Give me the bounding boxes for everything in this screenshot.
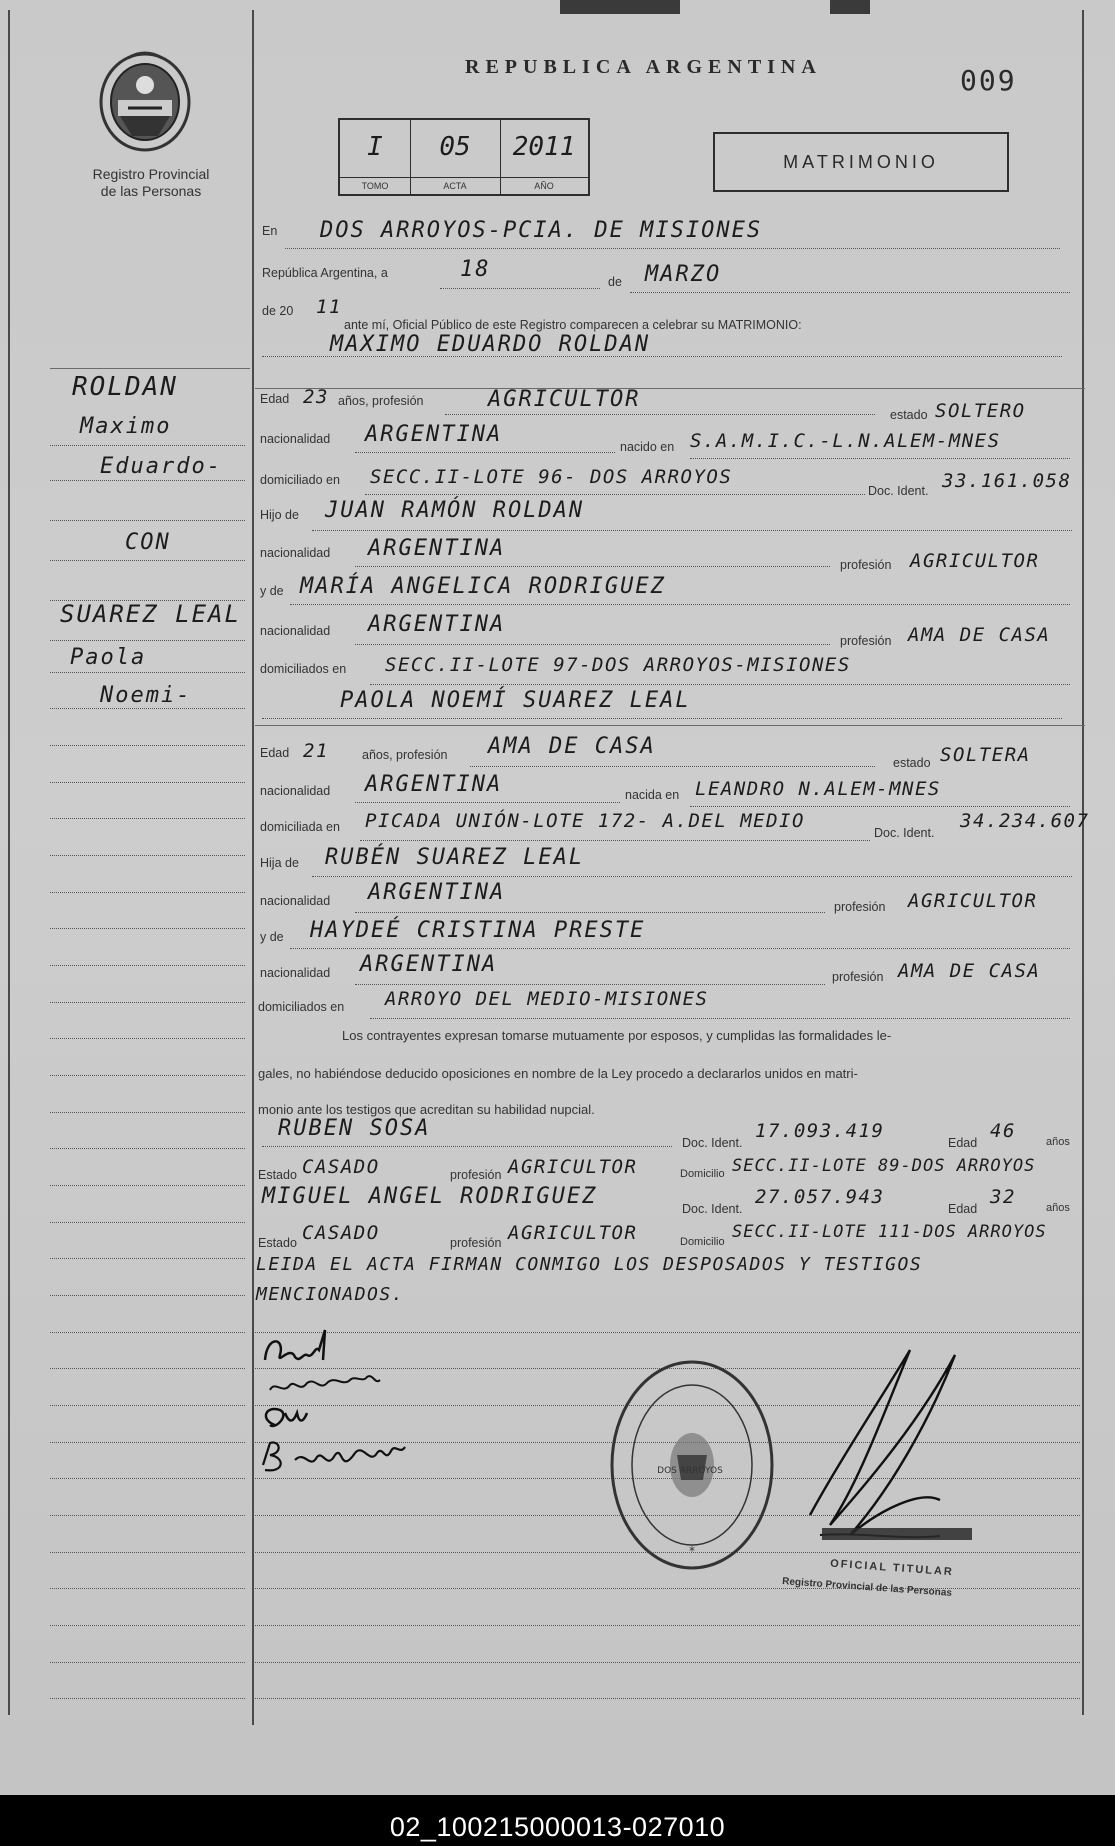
organization-name <box>62 166 240 200</box>
anos-label: años <box>1046 1202 1070 1214</box>
right-border <box>1082 10 1084 1715</box>
line <box>290 948 1070 949</box>
y-de-label: y de <box>260 584 284 598</box>
act-type-box: MATRIMONIO <box>713 132 1009 192</box>
groom-name-field: MAXIMO EDUARDO ROLDAN <box>330 332 651 357</box>
file-id: 02_100215000013-027010 <box>389 1812 726 1842</box>
line <box>355 452 615 453</box>
domiciliados-label: domiciliados en <box>260 662 347 676</box>
domiciliados-label: domiciliados en <box>258 1000 345 1014</box>
org-line2: de las Personas <box>100 183 202 199</box>
line <box>440 288 600 289</box>
bride-father-field: RUBÉN SUAREZ LEAL <box>325 845 585 870</box>
svg-text:DOS ARROYOS: DOS ARROYOS <box>657 1466 723 1476</box>
doc-label: Doc. Ident. <box>874 826 935 840</box>
witness-age: 46 <box>990 1120 1016 1142</box>
ano-cell <box>500 120 588 194</box>
nacionalidad-label: nacionalidad <box>260 784 331 798</box>
de-20-label: de 20 <box>262 304 294 318</box>
bride-address-field: PICADA UNIÓN-LOTE 172- A.DEL MEDIO <box>365 810 805 832</box>
declaration-line: monio ante los testigos que acreditan su habilidad nupcial. <box>258 1102 595 1117</box>
line <box>690 458 1070 459</box>
witness-name: RUBEN SOSA <box>278 1116 431 1141</box>
official-signature <box>780 1340 1030 1550</box>
svg-text:*: * <box>689 1544 695 1558</box>
groom-profession-field: AGRICULTOR <box>488 387 641 412</box>
tomo-value: I <box>367 132 383 162</box>
record-box <box>338 118 590 196</box>
tomo-label: TOMO <box>340 177 410 194</box>
line <box>290 604 1070 605</box>
de-label: de <box>608 275 622 289</box>
bride-birthplace-field: LEANDRO N.ALEM-MNES <box>695 778 941 800</box>
witness-doc: 27.057.943 <box>755 1186 885 1208</box>
line <box>355 984 825 985</box>
nacionalidad-label: nacionalidad <box>260 432 331 446</box>
edad-label: Edad <box>948 1202 978 1216</box>
profesion-label: años, profesión <box>338 394 424 408</box>
witness-profession: AGRICULTOR <box>508 1156 638 1178</box>
groom-father-field: JUAN RAMÓN ROLDAN <box>325 498 585 523</box>
doc-label: Doc. Ident. <box>868 484 929 498</box>
margin-note-line: Eduardo- <box>100 454 222 479</box>
anos-label: años <box>1046 1136 1070 1148</box>
domicilio-label: Domicilio <box>680 1168 725 1180</box>
margin-note-line: Paola <box>70 645 147 670</box>
line <box>445 414 875 415</box>
groom-address-field: SECC.II-LOTE 96- DOS ARROYOS <box>370 466 733 488</box>
line <box>262 718 1062 719</box>
line <box>262 1146 672 1147</box>
hijo-de-label: Hijo de <box>260 508 299 522</box>
line <box>365 494 865 495</box>
groom-father-profession-field: AGRICULTOR <box>910 550 1040 572</box>
profesion-label: profesión <box>450 1236 502 1250</box>
groom-mother-profession-field: AMA DE CASA <box>908 624 1051 646</box>
nacionalidad-label: nacionalidad <box>260 894 331 908</box>
line <box>370 1018 1070 1019</box>
domiciliado-label: domiciliado en <box>260 473 340 487</box>
declaration-line: Los contrayentes expresan tomarse mutuamente por esposos, y cumplidas las formalidades le- <box>342 1028 892 1043</box>
witness-status: CASADO <box>302 1222 380 1244</box>
en-label: En <box>262 224 278 238</box>
line <box>355 912 825 913</box>
doc-label: Doc. Ident. <box>682 1136 743 1150</box>
bride-nationality-field: ARGENTINA <box>365 772 503 797</box>
margin-rule <box>50 368 250 369</box>
groom-nationality-field: ARGENTINA <box>365 422 503 447</box>
folio-number: 009 <box>960 64 1017 97</box>
nacionalidad-label: nacionalidad <box>260 966 331 980</box>
stamp-line1: OFICIAL TITULAR <box>829 1557 955 1579</box>
ano-label: AÑO <box>500 177 588 194</box>
section-rule <box>255 388 1085 389</box>
signature-4 <box>263 1443 405 1471</box>
estado-label: estado <box>893 756 931 770</box>
bride-mother-profession-field: AMA DE CASA <box>898 960 1041 982</box>
witness-address: SECC.II-LOTE 89-DOS ARROYOS <box>732 1156 1036 1176</box>
profesion-label: profesión <box>840 558 892 572</box>
groom-status-field: SOLTERO <box>935 400 1026 422</box>
bride-name-field: PAOLA NOEMÍ SUAREZ LEAL <box>340 688 691 713</box>
section-rule <box>255 725 1085 726</box>
nacida-label: nacida en <box>625 788 680 802</box>
acta-value: 05 <box>439 132 471 162</box>
groom-birthplace-field: S.A.M.I.C.-L.N.ALEM-MNES <box>690 430 1001 452</box>
closing-note-line: LEIDA EL ACTA FIRMAN CONMIGO LOS DESPOSADOS Y TESTIGOS <box>256 1254 923 1275</box>
scan-edge <box>560 0 680 14</box>
profesion-label: profesión <box>834 900 886 914</box>
bride-status-field: SOLTERA <box>940 744 1031 766</box>
witness-profession: AGRICULTOR <box>508 1222 638 1244</box>
signatures-block <box>255 1325 445 1495</box>
acta-cell <box>410 120 501 194</box>
line <box>312 876 1072 877</box>
witness-address: SECC.II-LOTE 111-DOS ARROYOS <box>732 1222 1047 1242</box>
country-title: REPUBLICA ARGENTINA <box>465 56 822 78</box>
republica-label: República Argentina, a <box>262 266 388 280</box>
bride-parents-address-field: ARROYO DEL MEDIO-MISIONES <box>385 988 709 1010</box>
nacionalidad-label: nacionalidad <box>260 624 331 638</box>
y-de-label: y de <box>260 930 284 944</box>
witness-doc: 17.093.419 <box>755 1120 885 1142</box>
estado-label: Estado <box>258 1236 297 1250</box>
estado-label: estado <box>890 408 928 422</box>
groom-doc-field: 33.161.058 <box>942 470 1072 492</box>
place-field: DOS ARROYOS-PCIA. DE MISIONES <box>320 218 763 243</box>
acta-label: ACTA <box>410 177 500 194</box>
groom-parents-address-field: SECC.II-LOTE 97-DOS ARROYOS-MISIONES <box>385 654 851 676</box>
line <box>355 802 620 803</box>
domicilio-label: Domicilio <box>680 1236 725 1248</box>
signature-1 <box>265 1330 325 1360</box>
edad-label: Edad <box>260 746 290 760</box>
nacido-label: nacido en <box>620 440 675 454</box>
line <box>690 806 1070 807</box>
ano-value: 2011 <box>512 132 576 162</box>
domiciliada-label: domiciliada en <box>260 820 340 834</box>
scan-edge <box>830 0 870 14</box>
month-field: MARZO <box>645 262 722 287</box>
groom-mother-field: MARÍA ANGELICA RODRIGUEZ <box>300 574 666 599</box>
bride-mother-nationality-field: ARGENTINA <box>360 952 498 977</box>
day-field: 18 <box>460 257 491 282</box>
margin-note-line: SUAREZ LEAL <box>60 600 241 628</box>
doc-label: Doc. Ident. <box>682 1202 743 1216</box>
margin-note-line: CON <box>125 530 171 555</box>
org-line1: Registro Provincial <box>92 166 210 182</box>
profesion-label: profesión <box>840 634 892 648</box>
line <box>355 566 830 567</box>
line <box>630 292 1070 293</box>
witness-status: CASADO <box>302 1156 380 1178</box>
edad-label: Edad <box>260 392 290 406</box>
witness-age: 32 <box>990 1186 1016 1208</box>
closing-note-line: MENCIONADOS. <box>256 1284 405 1305</box>
margin-note-line: Maximo <box>80 414 172 439</box>
profesion-label: años, profesión <box>362 748 448 762</box>
bride-profession-field: AMA DE CASA <box>488 734 656 759</box>
groom-age-field: 23 <box>303 386 329 408</box>
stamp-line2: Registro Provincial de las Personas <box>781 1576 953 1599</box>
line <box>360 840 870 841</box>
year-field: 11 <box>316 296 342 318</box>
seal-place-text <box>640 1455 740 1485</box>
bride-doc-field: 34.234.607 <box>960 810 1090 832</box>
tomo-cell <box>340 120 411 194</box>
left-border <box>8 10 10 1715</box>
bride-father-profession-field: AGRICULTOR <box>908 890 1038 912</box>
margin-note-line: ROLDAN <box>72 372 178 402</box>
line <box>312 530 1072 531</box>
signature-2 <box>270 1376 380 1390</box>
hija-de-label: Hija de <box>260 856 299 870</box>
groom-mother-nationality-field: ARGENTINA <box>368 612 506 637</box>
declaration-line: gales, no habiéndose deducido oposiciones en nombre de la Ley procedo a declararlos unidos en matri- <box>258 1066 858 1081</box>
estado-label: Estado <box>258 1168 297 1182</box>
line <box>285 248 1060 249</box>
statement-text: ante mí, Oficial Público de este Registro comparecen a celebrar su MATRIMONIO: <box>344 318 802 332</box>
margin-divider <box>252 10 254 1725</box>
nacionalidad-label: nacionalidad <box>260 546 331 560</box>
witness-name: MIGUEL ANGEL RODRIGUEZ <box>262 1184 598 1209</box>
coat-of-arms-icon <box>98 50 193 155</box>
line <box>355 644 830 645</box>
bride-mother-field: HAYDEÉ CRISTINA PRESTE <box>310 918 646 943</box>
line <box>470 766 875 767</box>
margin-note-line: Noemi- <box>100 683 192 708</box>
bride-age-field: 21 <box>303 740 329 762</box>
signature-3 <box>266 1409 307 1426</box>
bride-father-nationality-field: ARGENTINA <box>368 880 506 905</box>
profesion-label: profesión <box>832 970 884 984</box>
groom-father-nationality-field: ARGENTINA <box>368 536 506 561</box>
profesion-label: profesión <box>450 1168 502 1182</box>
line <box>370 684 1070 685</box>
edad-label: Edad <box>948 1136 978 1150</box>
